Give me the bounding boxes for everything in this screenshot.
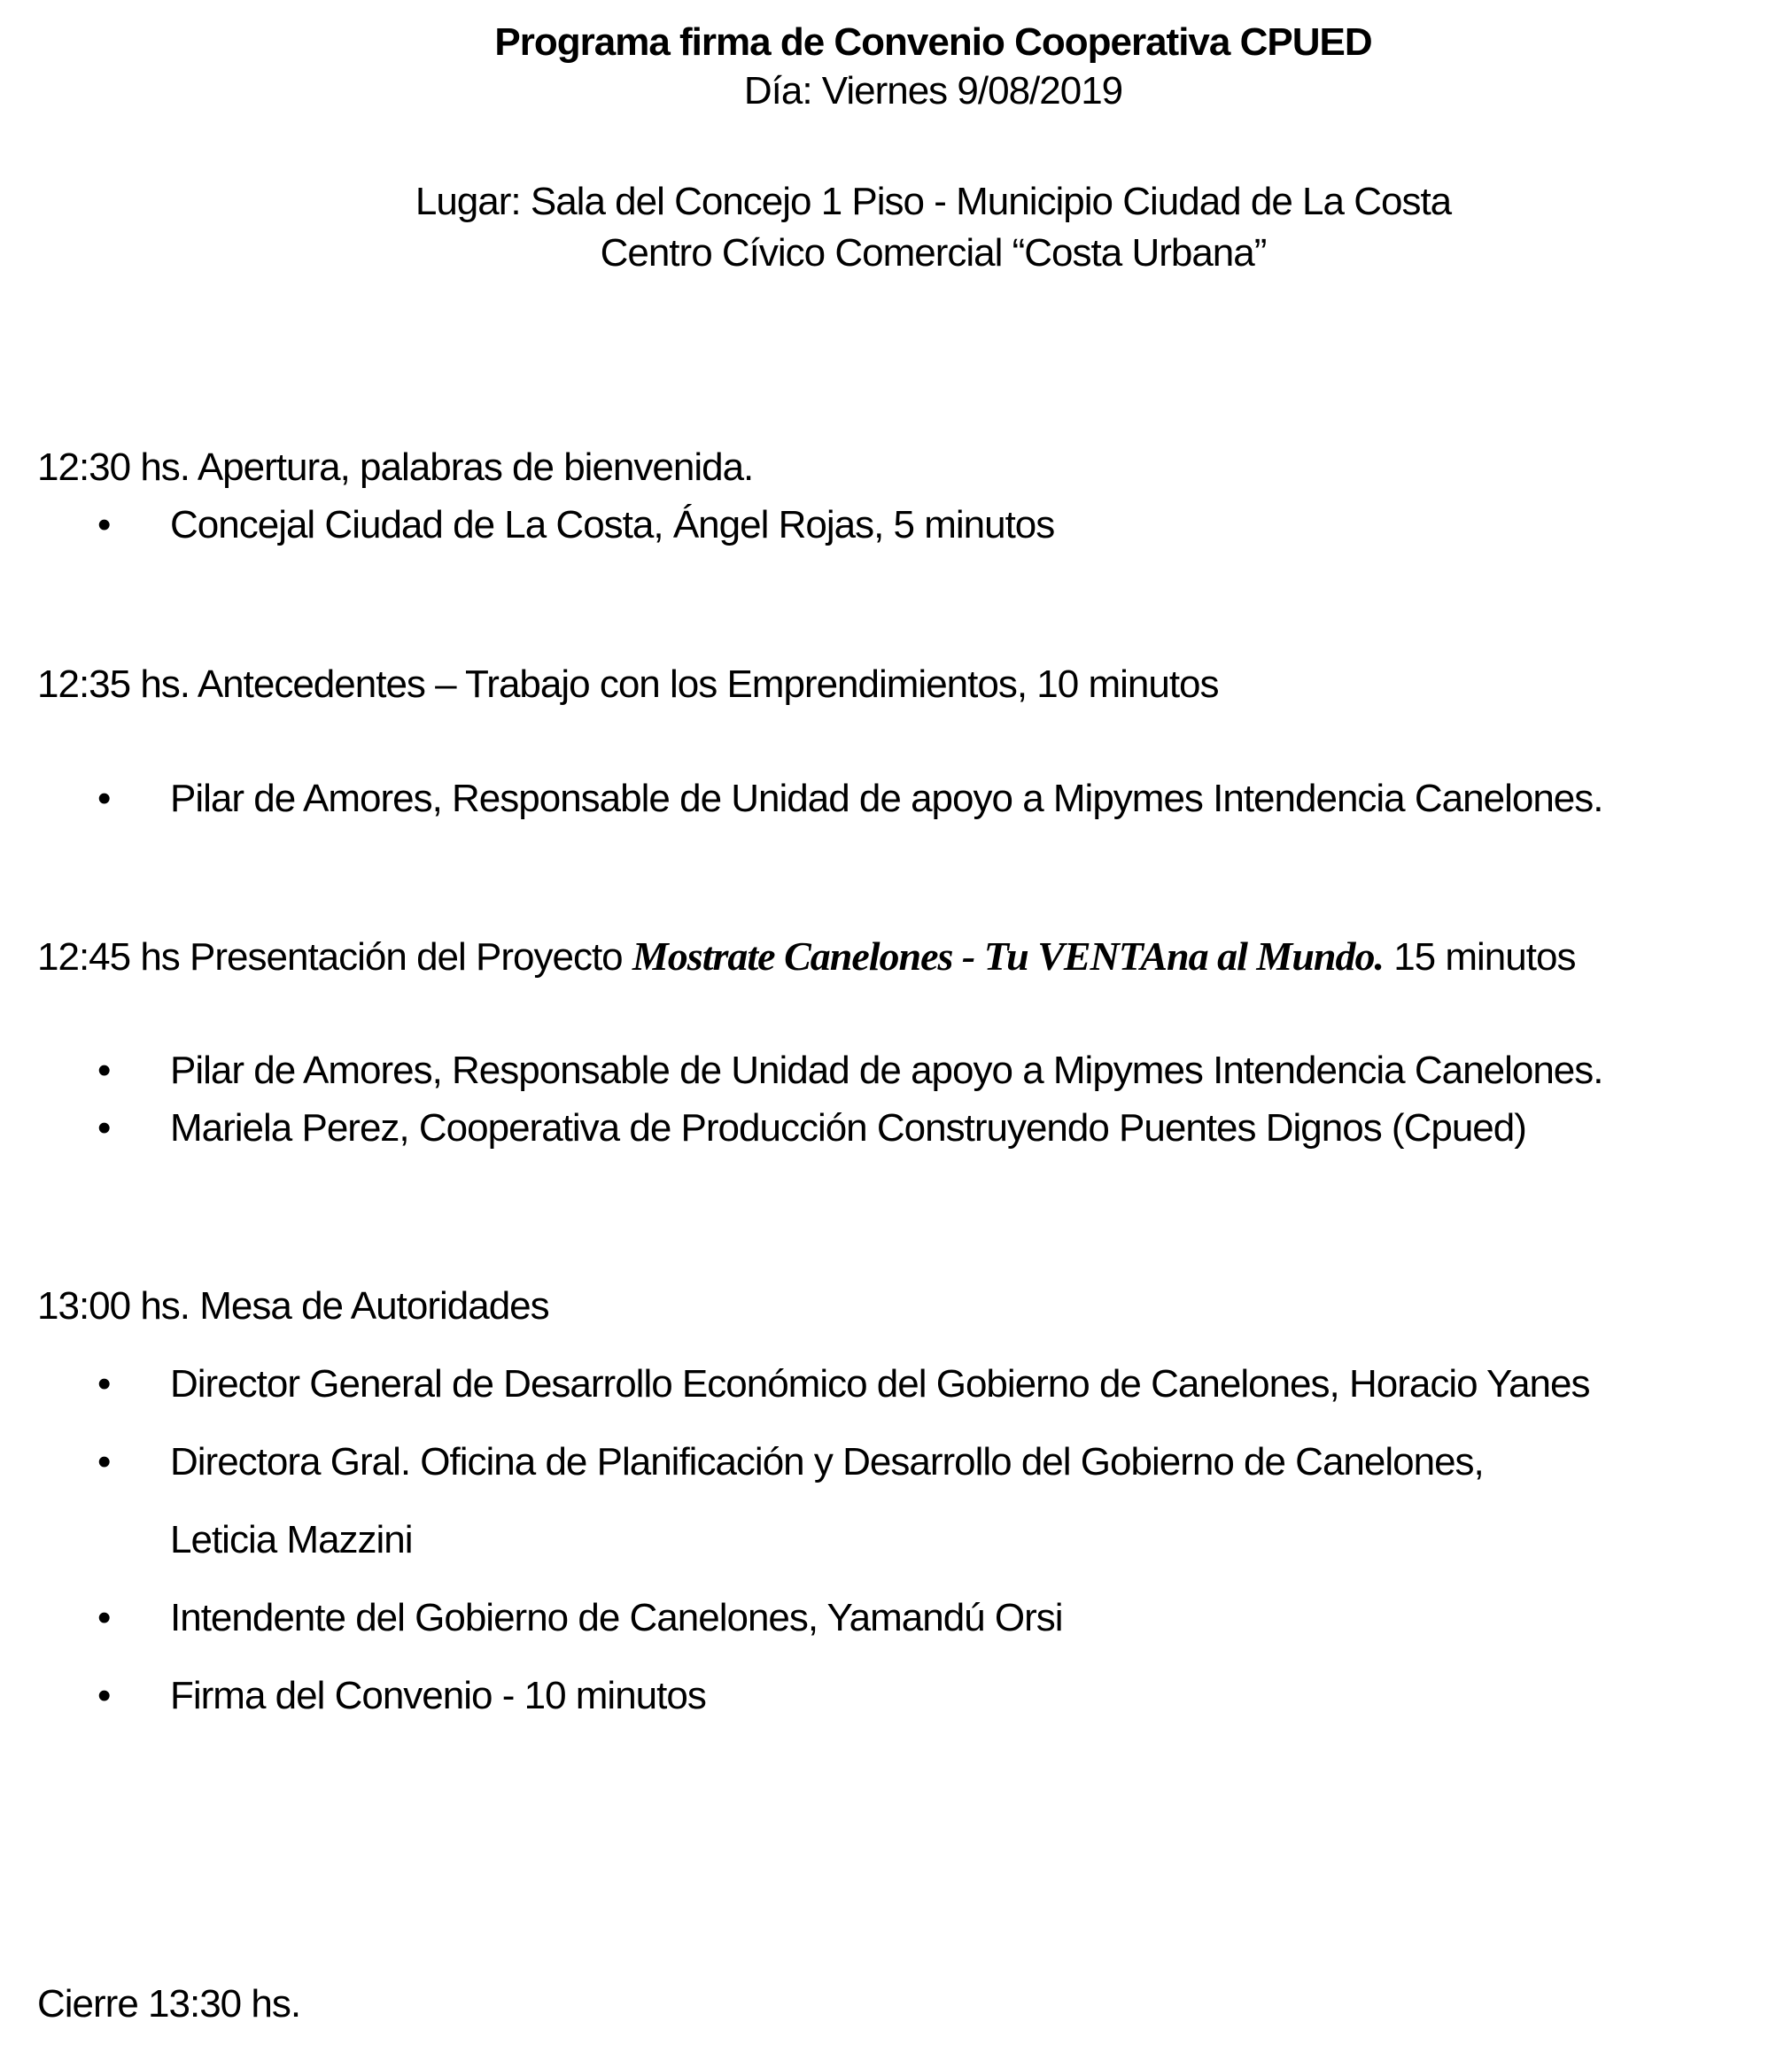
list-item [0,1046,1792,1096]
list-item-text: Firma del Convenio - 10 minutos [170,1674,706,1717]
list-item-text: Leticia Mazzini [170,1518,413,1561]
location-line-2: Centro Cívico Comercial “Costa Urbana” [600,231,1267,275]
list-item [0,1671,1792,1721]
project-name-emphasis: Mostrate Canelones - Tu VENTAna al Mundo. [632,933,1384,979]
list-item-text: Directora Gral. Oficina de Planificación y Desarrollo del Gobierno de Canelones, [170,1440,1484,1483]
list-item-text: Intendente del Gobierno de Canelones, Yamandú Orsi [170,1596,1063,1639]
heading-suffix: 15 minutos [1383,935,1576,979]
bullet-icon: • [97,1596,111,1639]
agenda-heading-1235: 12:35 hs. Antecedentes – Trabajo con los Emprendimientos, 10 minutos [37,662,1219,706]
list-item-text: Concejal Ciudad de La Costa, Ángel Rojas, 5 minutos [170,503,1055,546]
list-item [0,774,1792,824]
list-item-text: Pilar de Amores, Responsable de Unidad de apoyo a Mipymes Intendencia Canelones. [170,1049,1603,1092]
list-item [0,1593,1792,1643]
bullet-icon: • [97,1440,111,1483]
list-item [0,1104,1792,1153]
list-item [0,1437,1792,1487]
bullet-icon: • [97,1674,111,1717]
bullet-icon: • [97,1049,111,1092]
list-item [0,500,1792,550]
list-item-text: Director General de Desarrollo Económico del Gobierno de Canelones, Horacio Yanes [170,1362,1590,1406]
agenda-heading-1245 [37,932,1575,982]
list-item-text: Mariela Perez, Cooperativa de Producción Construyendo Puentes Dignos (Cpued) [170,1106,1526,1150]
bullet-icon: • [97,777,111,820]
bullet-icon: • [97,1362,111,1406]
list-item-continuation [0,1515,1792,1565]
bullet-icon: • [97,503,111,546]
date-line: Día: Viernes 9/08/2019 [743,69,1123,112]
list-item-text: Pilar de Amores, Responsable de Unidad de apoyo a Mipymes Intendencia Canelones. [170,777,1603,820]
agenda-heading-1300: 13:00 hs. Mesa de Autoridades [37,1284,549,1328]
page-title: Programa firma de Convenio Cooperativa CPUED [494,20,1372,64]
list-item [0,1359,1792,1409]
agenda-heading-1230: 12:30 hs. Apertura, palabras de bienvenida. [37,445,754,489]
closing-line: Cierre 13:30 hs. [37,1982,301,2026]
location-line-1: Lugar: Sala del Concejo 1 Piso - Municipio Ciudad de La Costa [415,180,1452,223]
heading-prefix: 12:45 hs Presentación del Proyecto [37,935,632,979]
bullet-icon: • [97,1106,111,1150]
